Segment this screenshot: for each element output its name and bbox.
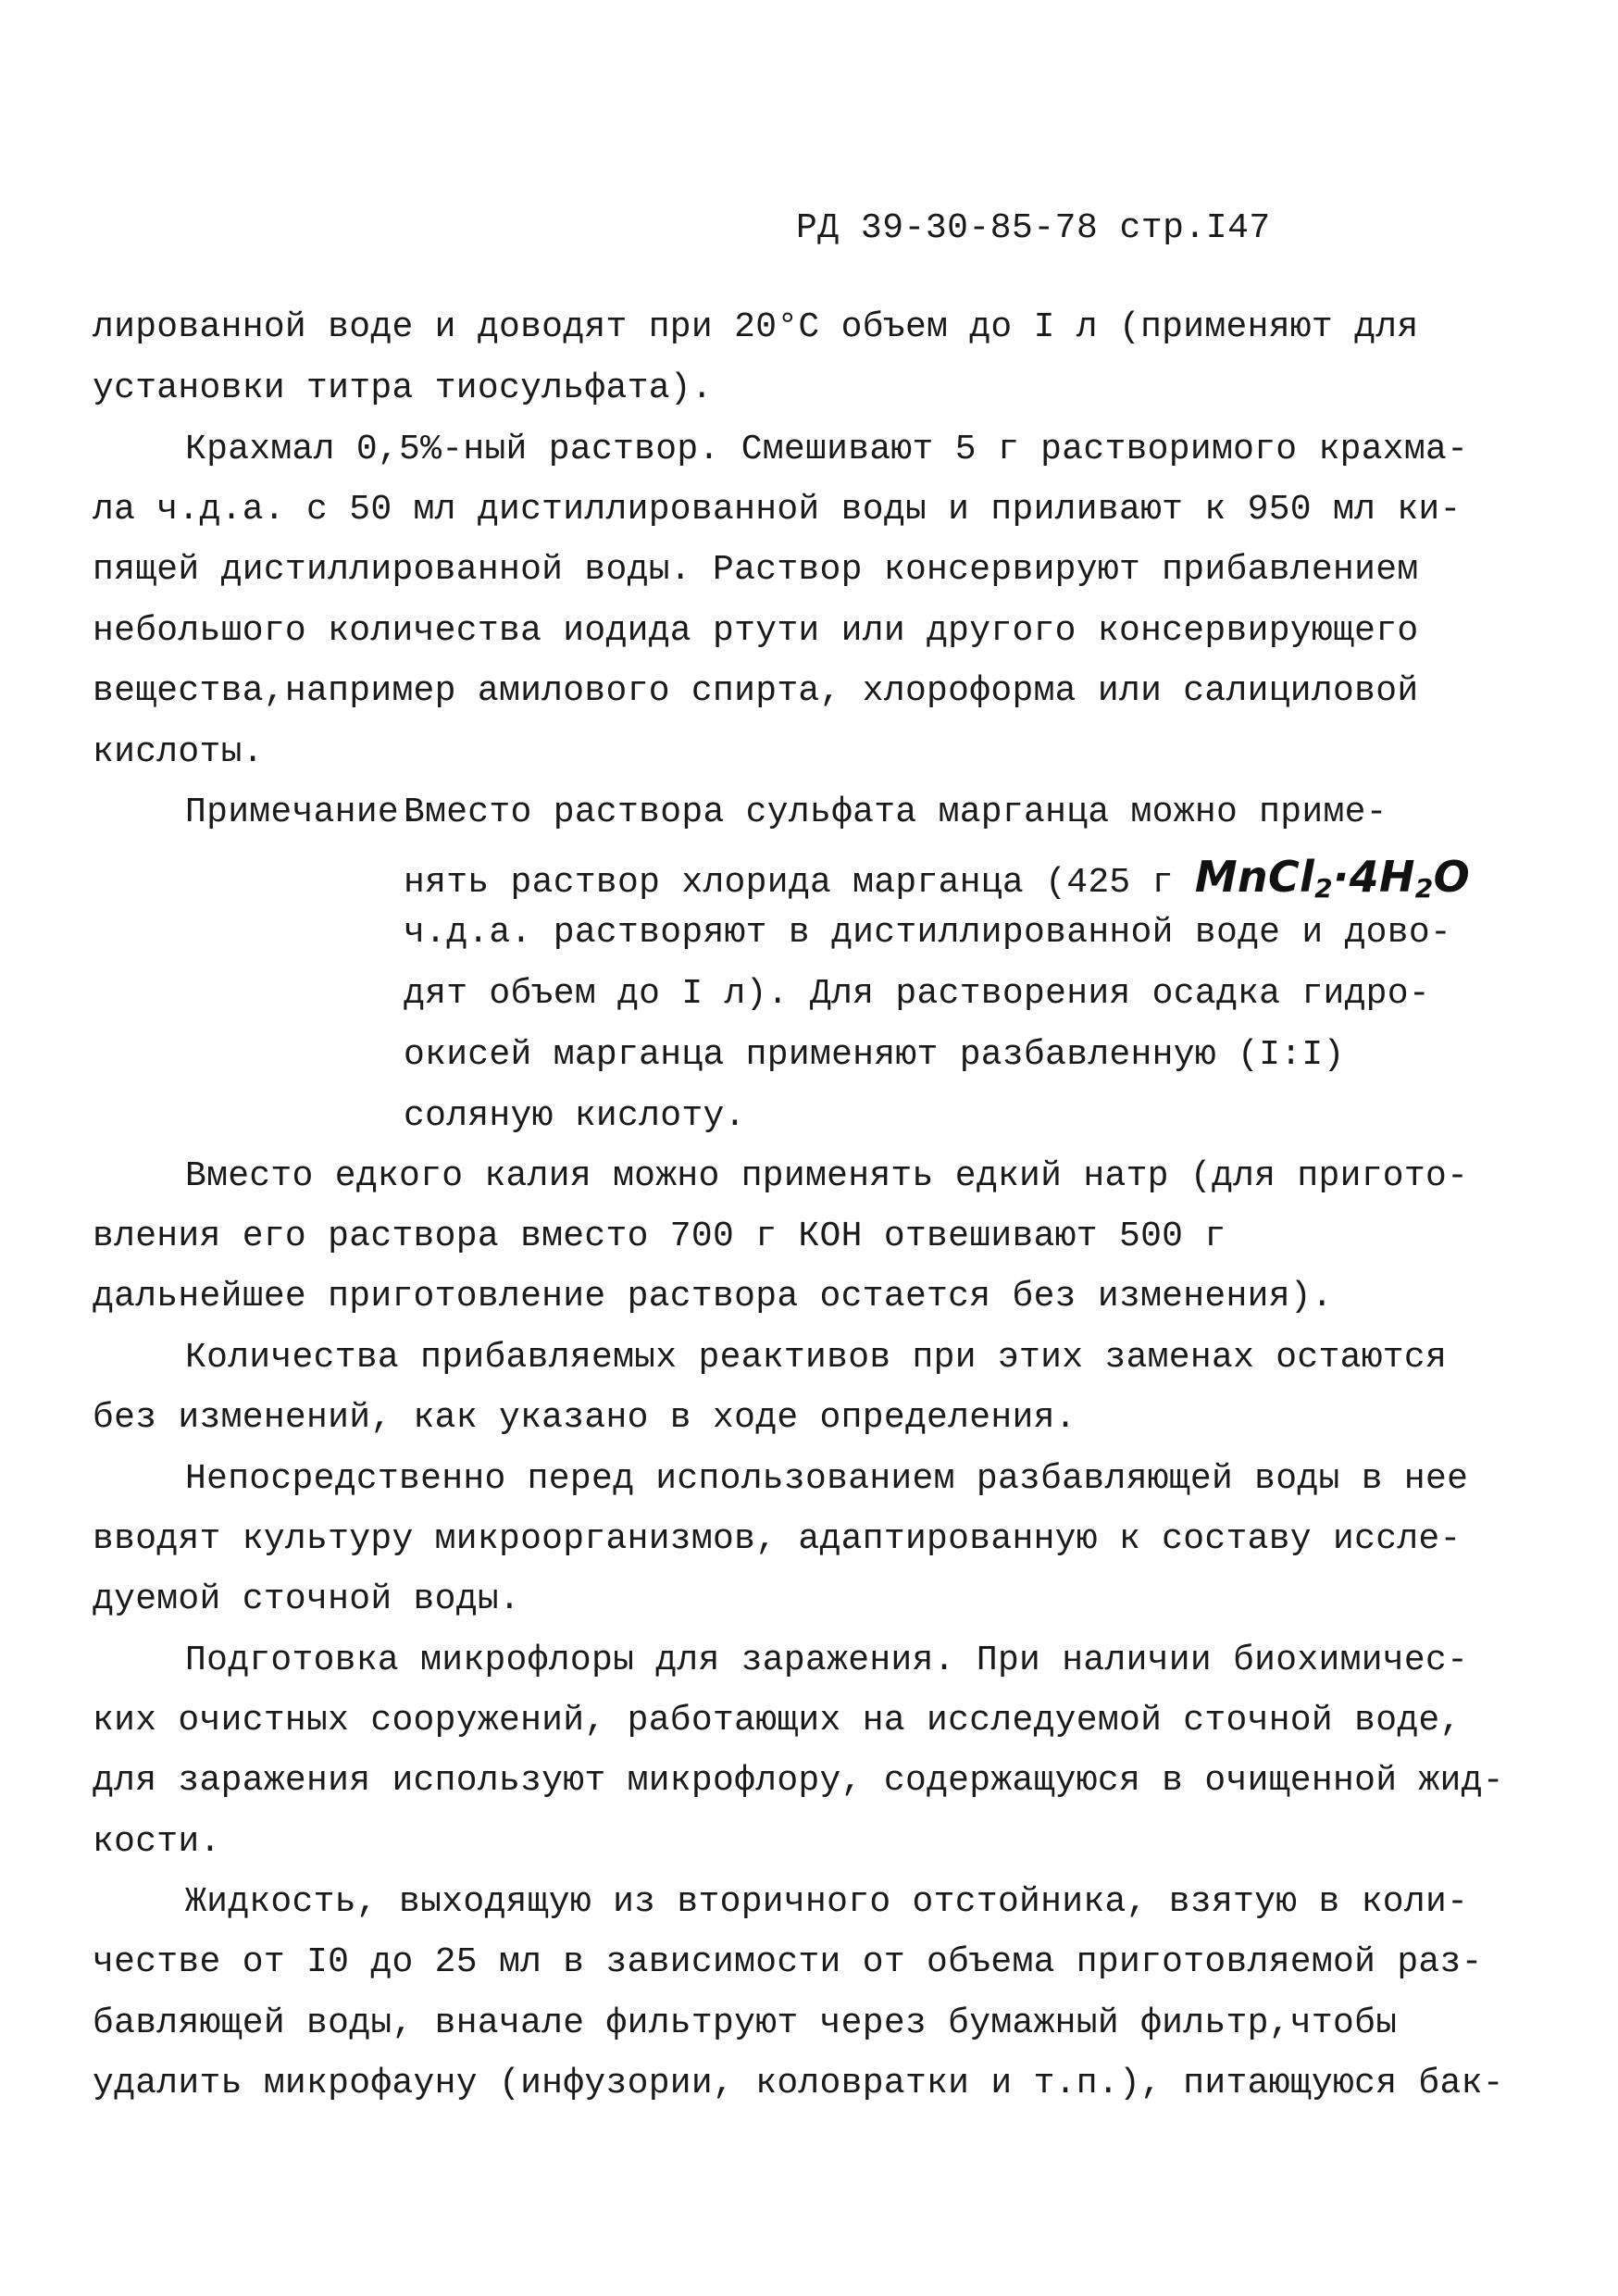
text-line: кислоты.: [93, 732, 264, 772]
document-header: РД 39-30-85-78 стр.I47: [796, 208, 1271, 248]
text-line: Жидкость, выходящую из вторичного отстойника, взятую в коли-: [185, 1882, 1469, 1922]
text-line: честве от I0 до 25 мл в зависимости от объема приготовляемой раз-: [93, 1942, 1483, 1982]
text-line: вления его раствора вместо 700 г КОН отвешивают 500 г: [93, 1217, 1226, 1256]
text-line: ких очистных сооружений, работающих на исследуемой сточной воде,: [93, 1701, 1462, 1741]
note-formula-line: [404, 852, 1470, 904]
text-line: Крахмал 0,5%-ный раствор. Смешивают 5 г растворимого крахма-: [185, 430, 1469, 469]
text-line: дальнейшее приготовление раствора остается без изменения).: [93, 1277, 1334, 1316]
text-line: Вместо раствора сульфата марганца можно приме-: [404, 792, 1388, 832]
text-line: ла ч.д.а. с 50 мл дистиллированной воды и приливают к 950 мл ки-: [93, 490, 1462, 530]
text-line: окисей марганца применяют разбавленную (I:I): [404, 1035, 1345, 1075]
text-line: Количества прибавляемых реактивов при этих заменах остаются: [185, 1338, 1448, 1378]
text-line: установки титра тиосульфата).: [93, 368, 714, 408]
text-line: соляную кислоту.: [404, 1096, 746, 1136]
text-line: вводят культуру микроорганизмов, адаптированную к составу иссле-: [93, 1519, 1462, 1559]
text-line: вещества,например амилового спирта, хлороформа или салициловой: [93, 671, 1419, 711]
text-line: удалить микрофауну (инфузории, коловратки и т.п.), питающуюся бак-: [93, 2064, 1504, 2103]
text-line: дуемой сточной воды.: [93, 1579, 521, 1619]
text-line: кости.: [93, 1822, 221, 1862]
text-line: ч.д.а. растворяют в дистиллированной воде и дово-: [404, 913, 1452, 953]
text-line: бавляющей воды, вначале фильтруют через бумажный фильтр,чтобы: [93, 2003, 1398, 2043]
text-line: дят объем до I л). Для растворения осадка гидро-: [404, 974, 1430, 1014]
text-line: небольшого количества иодида ртути или другого консервирующего: [93, 611, 1419, 651]
text-line: без изменений, как указано в ходе определения.: [93, 1398, 1077, 1438]
text-line: лированной воде и доводят при 20°С объем до I л (применяют для: [93, 307, 1419, 347]
text-line: Подготовка микрофлоры для заражения. При наличии биохимичес-: [185, 1641, 1469, 1680]
handwritten-formula: $MnCl_2\cdot 4H_2O$: [1194, 852, 1470, 904]
text-line: нять раствор хлорида марганца (425 г: [404, 863, 1174, 903]
text-line: пящей дистиллированной воды. Раствор консервируют прибавлением: [93, 550, 1419, 590]
text-line: для заражения используют микрофлору, содержащуюся в очищенной жид-: [93, 1761, 1504, 1801]
text-line: Непосредственно перед использованием разбавляющей воды в нее: [185, 1459, 1469, 1499]
note-label: Примечание.: [185, 792, 421, 832]
text-line: Вместо едкого калия можно применять едкий натр (для пригото-: [185, 1156, 1469, 1196]
